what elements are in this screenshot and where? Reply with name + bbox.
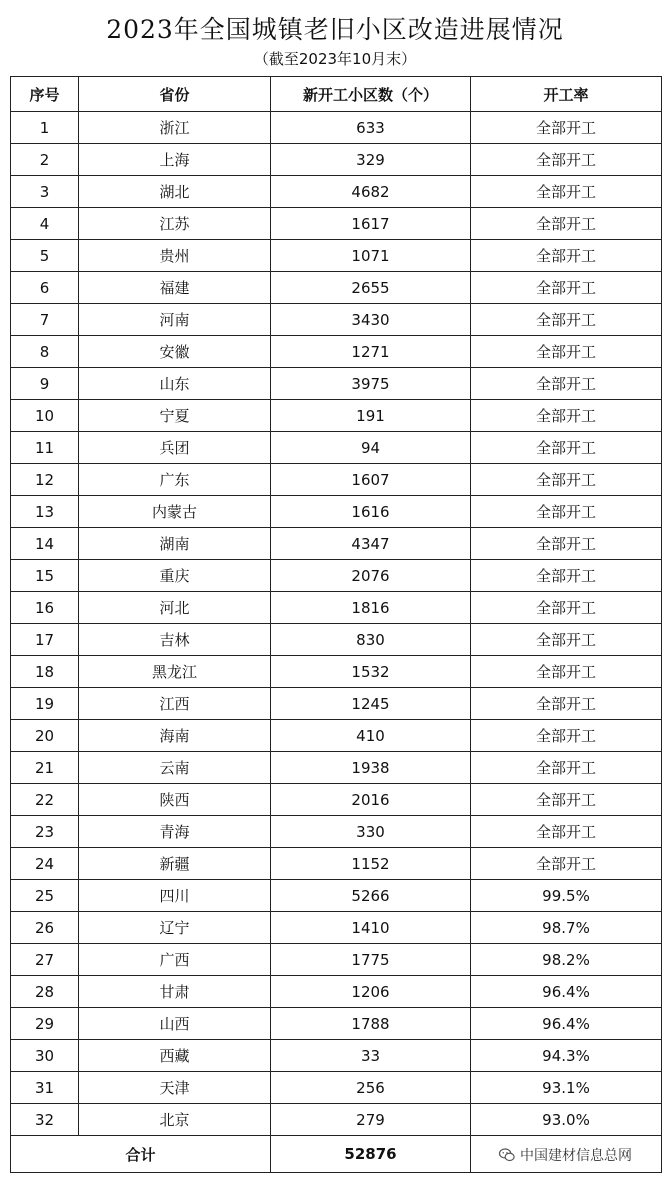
row-start-rate: 全部开工 <box>471 592 662 624</box>
table-header-row <box>11 77 662 112</box>
table-row <box>11 496 662 528</box>
row-new-projects: 1532 <box>271 656 471 688</box>
row-index: 22 <box>11 784 79 816</box>
row-province: 湖南 <box>79 528 271 560</box>
table-row <box>11 336 662 368</box>
row-new-projects: 279 <box>271 1104 471 1136</box>
row-province: 青海 <box>79 816 271 848</box>
row-index: 5 <box>11 240 79 272</box>
row-start-rate: 全部开工 <box>471 176 662 208</box>
table-row <box>11 848 662 880</box>
table-row <box>11 880 662 912</box>
row-index: 20 <box>11 720 79 752</box>
row-province: 陕西 <box>79 784 271 816</box>
row-new-projects: 3975 <box>271 368 471 400</box>
row-new-projects: 4682 <box>271 176 471 208</box>
row-start-rate: 全部开工 <box>471 816 662 848</box>
header-province: 省份 <box>79 77 271 112</box>
row-province: 北京 <box>79 1104 271 1136</box>
row-index: 3 <box>11 176 79 208</box>
table-row <box>11 368 662 400</box>
row-index: 21 <box>11 752 79 784</box>
row-start-rate: 全部开工 <box>471 688 662 720</box>
row-index: 12 <box>11 464 79 496</box>
row-index: 13 <box>11 496 79 528</box>
row-index: 30 <box>11 1040 79 1072</box>
row-province: 重庆 <box>79 560 271 592</box>
row-start-rate: 全部开工 <box>471 656 662 688</box>
row-start-rate: 99.5% <box>471 880 662 912</box>
row-new-projects: 94 <box>271 432 471 464</box>
header-new-projects: 新开工小区数（个） <box>271 77 471 112</box>
row-start-rate: 93.1% <box>471 1072 662 1104</box>
table-row <box>11 240 662 272</box>
row-new-projects: 1775 <box>271 944 471 976</box>
row-start-rate: 93.0% <box>471 1104 662 1136</box>
row-new-projects: 1152 <box>271 848 471 880</box>
row-start-rate: 全部开工 <box>471 432 662 464</box>
row-new-projects: 1616 <box>271 496 471 528</box>
row-new-projects: 1271 <box>271 336 471 368</box>
row-province: 吉林 <box>79 624 271 656</box>
row-province: 辽宁 <box>79 912 271 944</box>
row-start-rate: 全部开工 <box>471 752 662 784</box>
table-row <box>11 464 662 496</box>
row-new-projects: 1410 <box>271 912 471 944</box>
row-start-rate: 全部开工 <box>471 240 662 272</box>
row-new-projects: 330 <box>271 816 471 848</box>
row-start-rate: 94.3% <box>471 1040 662 1072</box>
table-row <box>11 144 662 176</box>
row-province: 四川 <box>79 880 271 912</box>
row-start-rate: 全部开工 <box>471 304 662 336</box>
row-new-projects: 1617 <box>271 208 471 240</box>
total-value: 52876 <box>271 1136 471 1173</box>
table-row <box>11 208 662 240</box>
table-row <box>11 432 662 464</box>
row-index: 29 <box>11 1008 79 1040</box>
table-row <box>11 1104 662 1136</box>
row-new-projects: 633 <box>271 112 471 144</box>
row-start-rate: 全部开工 <box>471 144 662 176</box>
row-index: 1 <box>11 112 79 144</box>
row-province: 安徽 <box>79 336 271 368</box>
row-index: 14 <box>11 528 79 560</box>
table-row <box>11 272 662 304</box>
row-province: 山东 <box>79 368 271 400</box>
row-province: 广西 <box>79 944 271 976</box>
row-start-rate: 全部开工 <box>471 848 662 880</box>
row-index: 7 <box>11 304 79 336</box>
row-start-rate: 全部开工 <box>471 528 662 560</box>
table-row <box>11 656 662 688</box>
row-province: 黑龙江 <box>79 656 271 688</box>
row-index: 9 <box>11 368 79 400</box>
table-row <box>11 816 662 848</box>
row-index: 25 <box>11 880 79 912</box>
row-province: 湖北 <box>79 176 271 208</box>
row-new-projects: 256 <box>271 1072 471 1104</box>
row-province: 江苏 <box>79 208 271 240</box>
row-start-rate: 98.2% <box>471 944 662 976</box>
row-new-projects: 3430 <box>271 304 471 336</box>
header-start-rate: 开工率 <box>471 77 662 112</box>
watermark <box>494 1142 636 1168</box>
table-row <box>11 112 662 144</box>
row-new-projects: 1788 <box>271 1008 471 1040</box>
row-new-projects: 5266 <box>271 880 471 912</box>
row-start-rate: 98.7% <box>471 912 662 944</box>
row-new-projects: 329 <box>271 144 471 176</box>
row-new-projects: 33 <box>271 1040 471 1072</box>
table-row <box>11 944 662 976</box>
table-row <box>11 400 662 432</box>
table-row <box>11 176 662 208</box>
table-row <box>11 976 662 1008</box>
row-new-projects: 4347 <box>271 528 471 560</box>
table-row <box>11 1008 662 1040</box>
row-index: 28 <box>11 976 79 1008</box>
row-index: 26 <box>11 912 79 944</box>
row-province: 上海 <box>79 144 271 176</box>
row-province: 兵团 <box>79 432 271 464</box>
page-subtitle: （截至2023年10月末） <box>253 50 417 68</box>
page-title: 2023年全国城镇老旧小区改造进展情况 <box>106 15 564 44</box>
row-start-rate: 全部开工 <box>471 368 662 400</box>
row-new-projects: 1206 <box>271 976 471 1008</box>
table-row <box>11 624 662 656</box>
table-row <box>11 688 662 720</box>
row-index: 23 <box>11 816 79 848</box>
row-start-rate: 全部开工 <box>471 336 662 368</box>
table-row <box>11 912 662 944</box>
row-new-projects: 191 <box>271 400 471 432</box>
row-new-projects: 1607 <box>271 464 471 496</box>
row-province: 新疆 <box>79 848 271 880</box>
row-province: 广东 <box>79 464 271 496</box>
row-province: 浙江 <box>79 112 271 144</box>
row-index: 16 <box>11 592 79 624</box>
row-index: 31 <box>11 1072 79 1104</box>
table-row <box>11 1072 662 1104</box>
progress-table <box>10 76 662 1173</box>
watermark-text: 中国建材信息总网 <box>520 1148 632 1164</box>
row-new-projects: 1816 <box>271 592 471 624</box>
table-row <box>11 592 662 624</box>
row-start-rate: 全部开工 <box>471 112 662 144</box>
table-row <box>11 560 662 592</box>
row-index: 27 <box>11 944 79 976</box>
row-province: 西藏 <box>79 1040 271 1072</box>
table-row <box>11 752 662 784</box>
row-index: 19 <box>11 688 79 720</box>
row-index: 15 <box>11 560 79 592</box>
row-index: 10 <box>11 400 79 432</box>
row-new-projects: 1938 <box>271 752 471 784</box>
row-new-projects: 2655 <box>271 272 471 304</box>
table-row <box>11 784 662 816</box>
row-province: 海南 <box>79 720 271 752</box>
total-label: 合计 <box>11 1136 271 1173</box>
table-row <box>11 304 662 336</box>
row-province: 内蒙古 <box>79 496 271 528</box>
row-new-projects: 1071 <box>271 240 471 272</box>
row-province: 江西 <box>79 688 271 720</box>
row-province: 贵州 <box>79 240 271 272</box>
row-index: 6 <box>11 272 79 304</box>
row-start-rate: 全部开工 <box>471 496 662 528</box>
row-province: 山西 <box>79 1008 271 1040</box>
row-province: 河南 <box>79 304 271 336</box>
row-index: 17 <box>11 624 79 656</box>
header-index: 序号 <box>11 77 79 112</box>
row-index: 32 <box>11 1104 79 1136</box>
row-new-projects: 2016 <box>271 784 471 816</box>
row-province: 云南 <box>79 752 271 784</box>
row-index: 18 <box>11 656 79 688</box>
row-new-projects: 830 <box>271 624 471 656</box>
row-start-rate: 全部开工 <box>471 560 662 592</box>
row-start-rate: 全部开工 <box>471 272 662 304</box>
row-start-rate: 全部开工 <box>471 624 662 656</box>
row-new-projects: 1245 <box>271 688 471 720</box>
row-start-rate: 全部开工 <box>471 208 662 240</box>
row-province: 甘肃 <box>79 976 271 1008</box>
row-index: 4 <box>11 208 79 240</box>
row-province: 河北 <box>79 592 271 624</box>
table-row <box>11 720 662 752</box>
row-new-projects: 410 <box>271 720 471 752</box>
row-start-rate: 96.4% <box>471 976 662 1008</box>
row-index: 11 <box>11 432 79 464</box>
row-new-projects: 2076 <box>271 560 471 592</box>
row-province: 宁夏 <box>79 400 271 432</box>
wechat-icon <box>498 1146 516 1164</box>
table-row <box>11 1040 662 1072</box>
row-index: 24 <box>11 848 79 880</box>
row-start-rate: 全部开工 <box>471 464 662 496</box>
row-start-rate: 全部开工 <box>471 784 662 816</box>
row-index: 2 <box>11 144 79 176</box>
row-index: 8 <box>11 336 79 368</box>
row-start-rate: 全部开工 <box>471 400 662 432</box>
table-row <box>11 528 662 560</box>
row-start-rate: 96.4% <box>471 1008 662 1040</box>
row-province: 天津 <box>79 1072 271 1104</box>
row-province: 福建 <box>79 272 271 304</box>
row-start-rate: 全部开工 <box>471 720 662 752</box>
